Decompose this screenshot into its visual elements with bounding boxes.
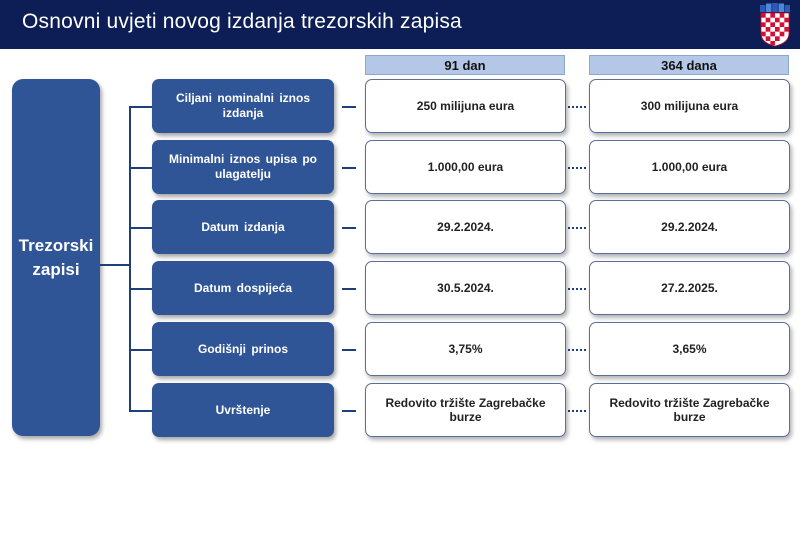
branch-connector — [129, 167, 152, 169]
category-minimum-subscription: Minimalni iznos upisa po ulagatelju — [152, 140, 334, 194]
root-label-line2: zapisi — [32, 259, 80, 279]
value-target-amount-91: 250 milijuna eura — [365, 79, 566, 133]
branch-connector — [129, 410, 152, 412]
branch-connector — [129, 288, 152, 290]
dotted-connector — [568, 349, 586, 351]
title-bar — [0, 0, 800, 49]
category-issue-date: Datum izdanja — [152, 200, 334, 254]
dotted-connector — [568, 410, 586, 412]
value-connector — [342, 227, 356, 229]
value-minimum-subscription-364: 1.000,00 eura — [589, 140, 790, 194]
value-connector — [342, 288, 356, 290]
value-listing-91: Redovito tržište Zagrebačke burze — [365, 383, 566, 437]
root-label-line1: Trezorski — [18, 235, 94, 255]
column-header-364-days: 364 dana — [589, 55, 789, 75]
category-annual-yield: Godišnji prinos — [152, 322, 334, 376]
dotted-connector — [568, 106, 586, 108]
value-maturity-date-364: 27.2.2025. — [589, 261, 790, 315]
category-maturity-date: Datum dospijeća — [152, 261, 334, 315]
root-node-trezorski-zapisi — [12, 79, 100, 436]
dotted-connector — [568, 227, 586, 229]
column-header-91-days: 91 dan — [365, 55, 565, 75]
branch-connector — [129, 349, 152, 351]
value-maturity-date-91: 30.5.2024. — [365, 261, 566, 315]
coat-of-arms-icon — [759, 3, 791, 47]
value-issue-date-91: 29.2.2024. — [365, 200, 566, 254]
value-connector — [342, 410, 356, 412]
dotted-connector — [568, 288, 586, 290]
branch-connector — [129, 227, 152, 229]
branch-connector — [129, 106, 152, 108]
category-listing: Uvrštenje — [152, 383, 334, 437]
value-annual-yield-364: 3,65% — [589, 322, 790, 376]
value-annual-yield-91: 3,75% — [365, 322, 566, 376]
value-listing-364: Redovito tržište Zagrebačke burze — [589, 383, 790, 437]
value-connector — [342, 167, 356, 169]
page-title: Osnovni uvjeti novog izdanja trezorskih zapisa — [22, 10, 462, 33]
value-issue-date-364: 29.2.2024. — [589, 200, 790, 254]
value-connector — [342, 349, 356, 351]
root-connector — [100, 264, 130, 266]
value-connector — [342, 106, 356, 108]
value-target-amount-364: 300 milijuna eura — [589, 79, 790, 133]
trunk-connector — [129, 106, 131, 411]
dotted-connector — [568, 167, 586, 169]
value-minimum-subscription-91: 1.000,00 eura — [365, 140, 566, 194]
category-target-amount: Ciljani nominalni iznos izdanja — [152, 79, 334, 133]
